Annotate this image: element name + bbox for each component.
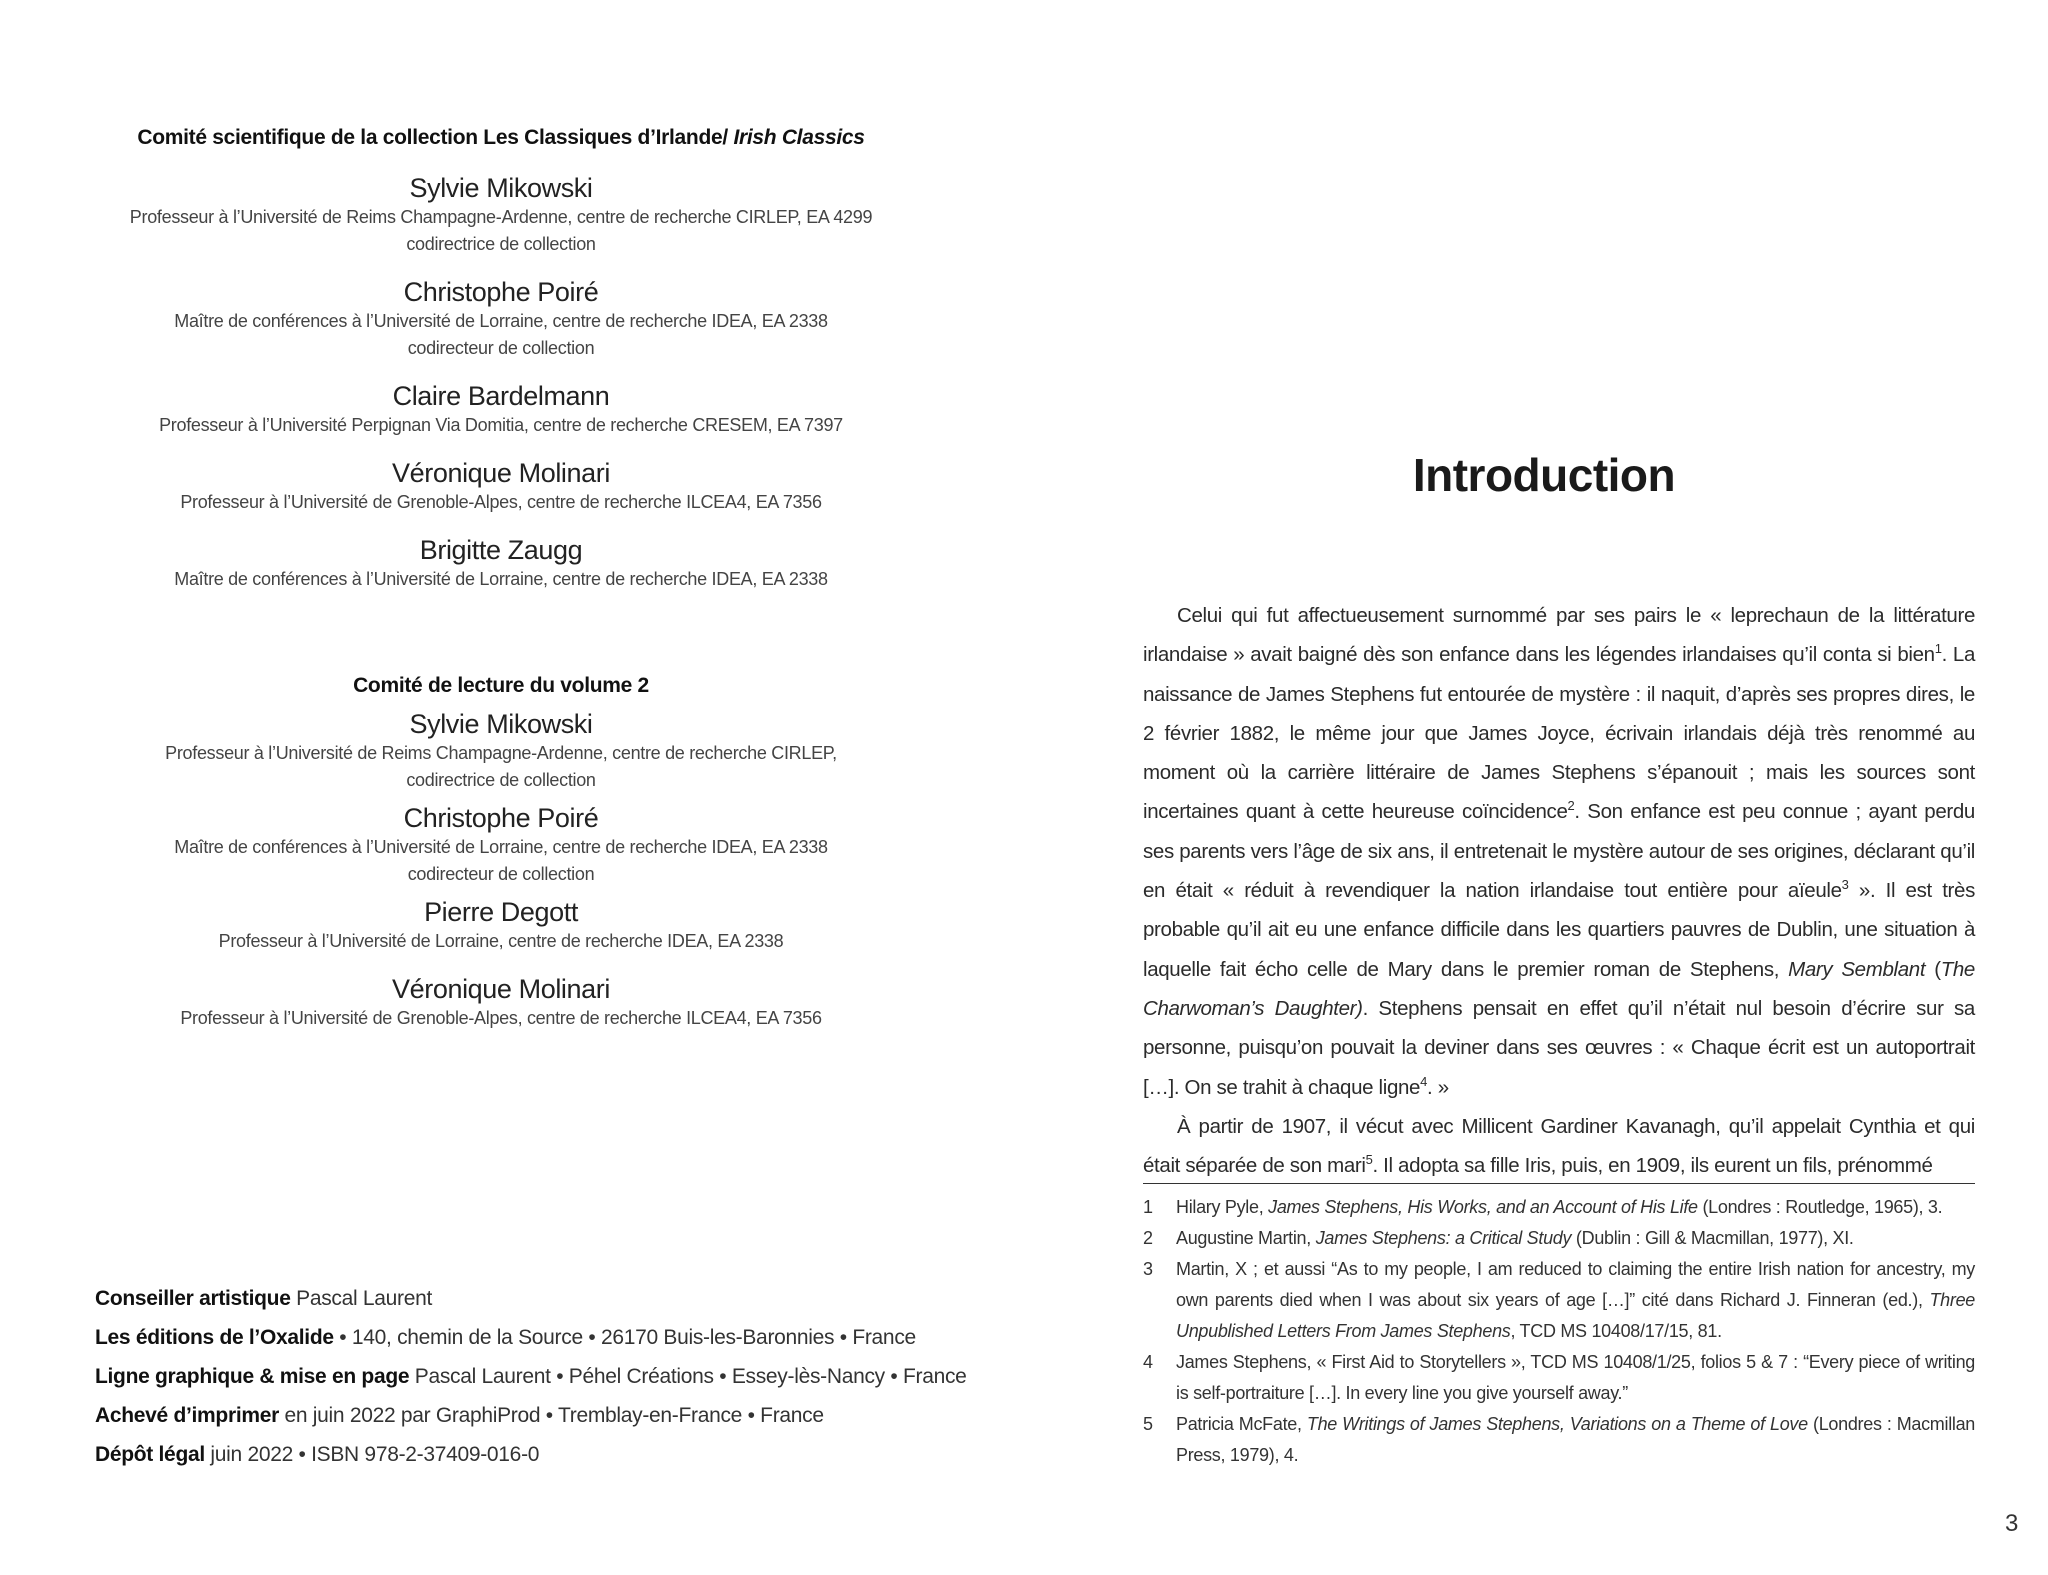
footnote-number: 4 [1143,1352,1153,1372]
page-number: 3 [2005,1510,2019,1537]
footnote-number: 3 [1143,1259,1153,1279]
colophon-value: Pascal Laurent [290,1287,433,1310]
colophon-row [95,1435,995,1474]
member-affiliation: Professeur à l’Université de Grenoble-Alpes, centre de recherche ILCEA4, EA 7356 [180,492,822,512]
member-role: codirectrice de collection [406,770,596,790]
scientific-committee-heading: Comité scientifique de la collection Les Classiques d’Irlande/ Irish Classics [137,126,865,149]
footnote-ref[interactable]: 3 [1841,877,1849,893]
footnote-number: 2 [1143,1228,1153,1248]
colophon-value: en juin 2022 par GraphiProd • Tremblay-en-France • France [278,1404,824,1427]
scientific-committee [95,124,907,611]
colophon-row [95,1396,995,1435]
committee-member [95,708,907,794]
footnote-number: 5 [1143,1414,1153,1434]
member-name: Sylvie Mikowski [409,173,593,203]
footnote-divider [1143,1183,1975,1184]
paragraph: Celui qui fut affectueusement surnommé par ses pairs le « leprechaun de la littérature irlandaise » avait baigné dès son enfance dans les légendes irlandaises qu’il conta si bien$^1$. La naissance de James Stephens fut entourée de mystère : il naquit, d’après ses propres dires, le 2 février 1882, le même jour que James Joyce, écrivain irlandais déjà très renommé au moment où la carrière littéraire de James Stephens s’épanouit ; mais les sources sont incertaines quant à cette heureuse coïncidence$^2$. Son enfance est peu connue ; ayant perdu ses parents vers l’âge de six ans, il entretenait le mystère autour de ses origines, déclarant qu’il en était « réduit à revendiquer la nation irlandaise tout entière pour aïeule$^3$ ». Il est très probable qu’il ait eu une enfance difficile dans les quartiers pauvres de Dublin, une situation à laquelle fait écho celle de Mary dans le premier roman de Stephens, Mary Semblant (The Charwoman’s Daughter). Stephens pensait en effet qu’il n’était nul besoin d’écrire sur sa personne, puisqu’on pouvait la deviner dans ses œuvres : « Chaque écrit est un autoportrait […]. On se trahit à chaque ligne$^4$. » [1143,604,1975,1099]
committee-member [95,172,907,258]
colophon-value: juin 2022 • ISBN 978-2-37409-016-0 [204,1443,540,1466]
colophon-label: Les éditions de l’Oxalide [95,1326,334,1349]
committee-member [95,457,907,516]
member-affiliation: Maître de conférences à l’Université de Lorraine, centre de recherche IDEA, EA 2338 [174,311,828,331]
member-affiliation: Professeur à l’Université de Lorraine, centre de recherche IDEA, EA 2338 [218,931,784,951]
member-affiliation: Professeur à l’Université de Reims Champagne-Ardenne, centre de recherche CIRLEP, EA 4299 [129,207,873,227]
footnote-ref[interactable]: 4 [1420,1073,1427,1089]
member-name: Christophe Poiré [403,803,599,833]
member-role: codirecteur de collection [407,338,595,358]
member-name: Pierre Degott [424,897,578,927]
committee-member [95,380,907,439]
member-name: Véronique Molinari [392,974,610,1004]
reading-committee [95,672,907,1040]
right-page [1010,0,2048,1575]
footnote: 5 Patricia McFate, The Writings of James Stephens, Variations on a Theme of Love (Londres : Macmillan Press, 1979), 4. [1143,1409,1975,1471]
chapter-title: Introduction [1412,449,1676,501]
member-role: codirectrice de collection [406,234,596,254]
reading-committee-heading: Comité de lecture du volume 2 [353,674,649,697]
colophon-row [95,1357,995,1396]
colophon-label: Achevé d’imprimer [95,1404,279,1427]
member-name: Sylvie Mikowski [409,709,593,739]
member-name: Véronique Molinari [392,458,610,488]
footnote-ref[interactable]: 5 [1365,1152,1373,1168]
body-text [1143,596,1975,1185]
member-role: codirecteur de collection [407,864,595,884]
footnote-number: 1 [1143,1197,1153,1217]
member-name: Brigitte Zaugg [419,535,583,565]
member-affiliation: Maître de conférences à l’Université de Lorraine, centre de recherche IDEA, EA 2338 [174,837,828,857]
colophon-label: Conseiller artistique [95,1287,291,1310]
footnote-ref[interactable]: 1 [1934,641,1942,657]
member-affiliation: Professeur à l’Université Perpignan Via Domitia, centre de recherche CRESEM, EA 7397 [159,415,843,435]
colophon [95,1279,995,1474]
footnotes [1143,1192,1975,1471]
footnote: 4 James Stephens, « First Aid to Storytellers », TCD MS 10408/1/25, folios 5 & 7 : “Every piece of writing is self-portraiture […]. In every line you give yourself away.” [1143,1347,1975,1409]
member-affiliation: Maître de conférences à l’Université de Lorraine, centre de recherche IDEA, EA 2338 [174,569,828,589]
colophon-label: Dépôt légal [95,1443,205,1466]
paragraph: À partir de 1907, il vécut avec Millicent Gardiner Kavanagh, qu’il appelait Cynthia et qui était séparée de son mari$^5$. Il adopta sa fille Iris, puis, en 1909, ils eurent un fils, prénommé [1143,1114,1975,1178]
committee-member [95,534,907,593]
committee-member [95,973,907,1032]
colophon-value: • 140, chemin de la Source • 26170 Buis-les-Baronnies • France [333,1326,916,1349]
member-affiliation: Professeur à l’Université de Grenoble-Alpes, centre de recherche ILCEA4, EA 7356 [180,1008,822,1028]
colophon-row [95,1318,995,1357]
left-page [0,0,1010,1575]
colophon-value: Pascal Laurent • Péhel Créations • Essey-lès-Nancy • France [409,1365,967,1388]
colophon-row [95,1279,995,1318]
committee-member [95,802,907,888]
footnote-ref[interactable]: 2 [1567,798,1575,814]
committee-member [95,276,907,362]
committee-member [95,896,907,955]
footnote: 3 Martin, X ; et aussi “As to my people, I am reduced to claiming the entire Irish nation for ancestry, my own parents died when I was about six years of age […]” cité dans Richard J. Finneran (ed.), Three Unpublished Letters From James Stephens, TCD MS 10408/17/15, 81. [1143,1254,1975,1347]
member-name: Claire Bardelmann [392,381,610,411]
member-name: Christophe Poiré [403,277,599,307]
footnote: 2 Augustine Martin, James Stephens: a Critical Study (Dublin : Gill & Macmillan, 1977), XI. [1143,1223,1975,1254]
colophon-label: Ligne graphique & mise en page [95,1365,410,1388]
member-affiliation: Professeur à l’Université de Reims Champagne-Ardenne, centre de recherche CIRLEP, [165,743,837,763]
footnote: 1 Hilary Pyle, James Stephens, His Works, and an Account of His Life (Londres : Routledge, 1965), 3. [1143,1192,1975,1223]
